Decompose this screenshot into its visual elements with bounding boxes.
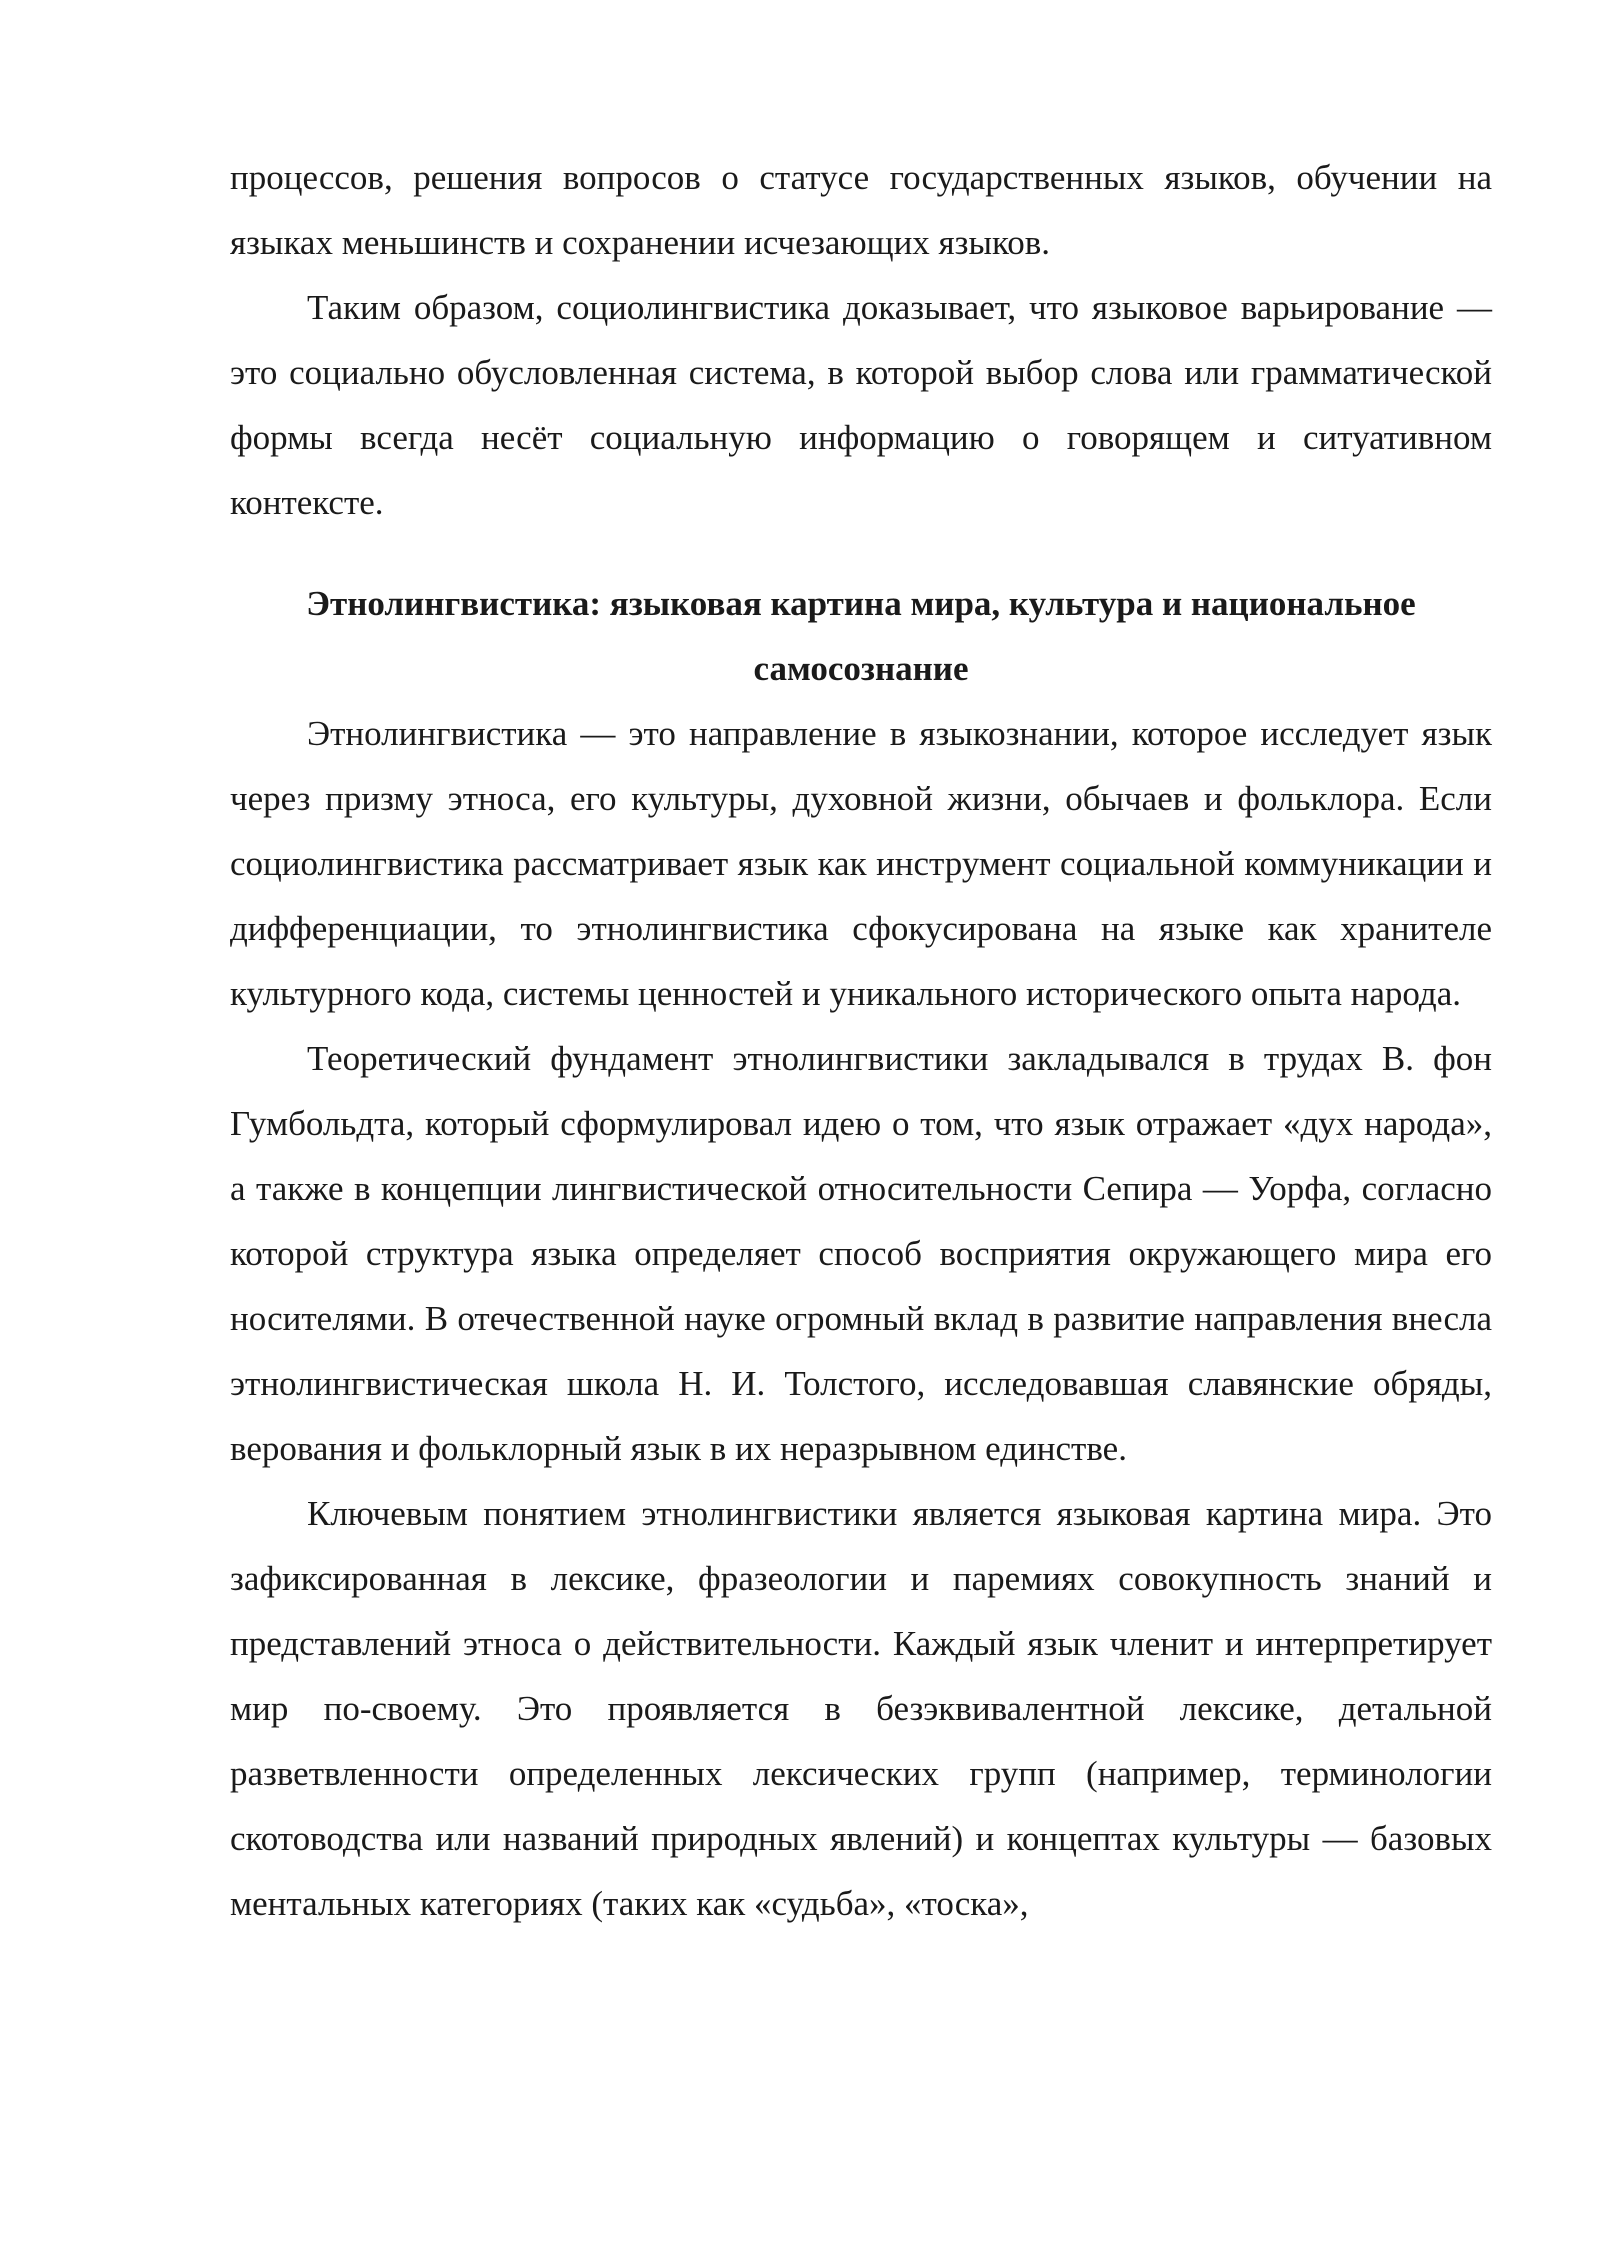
paragraph-definition: Этнолингвистика — это направление в языкознании, которое исследует язык через призму этноса, его культуры, духовной жизни, обычаев и фольклора. Если социолингвистика рассматривает язык как инструмент социальной коммуникации и дифференциации, то этнолингвистика сфокусирована на языке как хранителе культурного кода, системы ценностей и уникального исторического опыта народа. [230, 714, 1492, 1013]
section-heading: Этнолингвистика: языковая картина мира, культура и национальное самосознание [306, 584, 1416, 688]
paragraph-theory: Теоретический фундамент этнолингвистики закладывался в трудах В. фон Гумбольдта, который сформулировал идею о том, что язык отражает «дух народа», а также в концепции лингвистической относительности Сепира — Уорфа, согласно которой структура языка определяет способ восприятия окружающего мира его носителями. В отечественной науке огромный вклад в развитие направления внесла этнолингвистическая школа Н. И. Толстого, исследовавшая славянские обряды, верования и фольклорный язык в их неразрывном единстве. [230, 1039, 1492, 1468]
paragraph-continuation: процессов, решения вопросов о статусе государственных языков, обучении на языках меньшинств и сохранении исчезающих языков. [230, 158, 1492, 262]
document-page [230, 145, 1492, 1936]
paragraph-key-concept: Ключевым понятием этнолингвистики является языковая картина мира. Это зафиксированная в лексике, фразеологии и паремиях совокупность знаний и представлений этноса о действительности. Каждый язык членит и интерпретирует мир по-своему. Это проявляется в безэквивалентной лексике, детальной разветвленности определенных лексических групп (например, терминологии скотоводства или названий природных явлений) и концептах культуры — базовых ментальных категориях (таких как «судьба», «тоска», [230, 1494, 1492, 1923]
paragraph-conclusion: Таким образом, социолингвистика доказывает, что языковое варьирование — это социально обусловленная система, в которой выбор слова или грамматической формы всегда несёт социальную информацию о говорящем и ситуативном контексте. [230, 288, 1492, 522]
